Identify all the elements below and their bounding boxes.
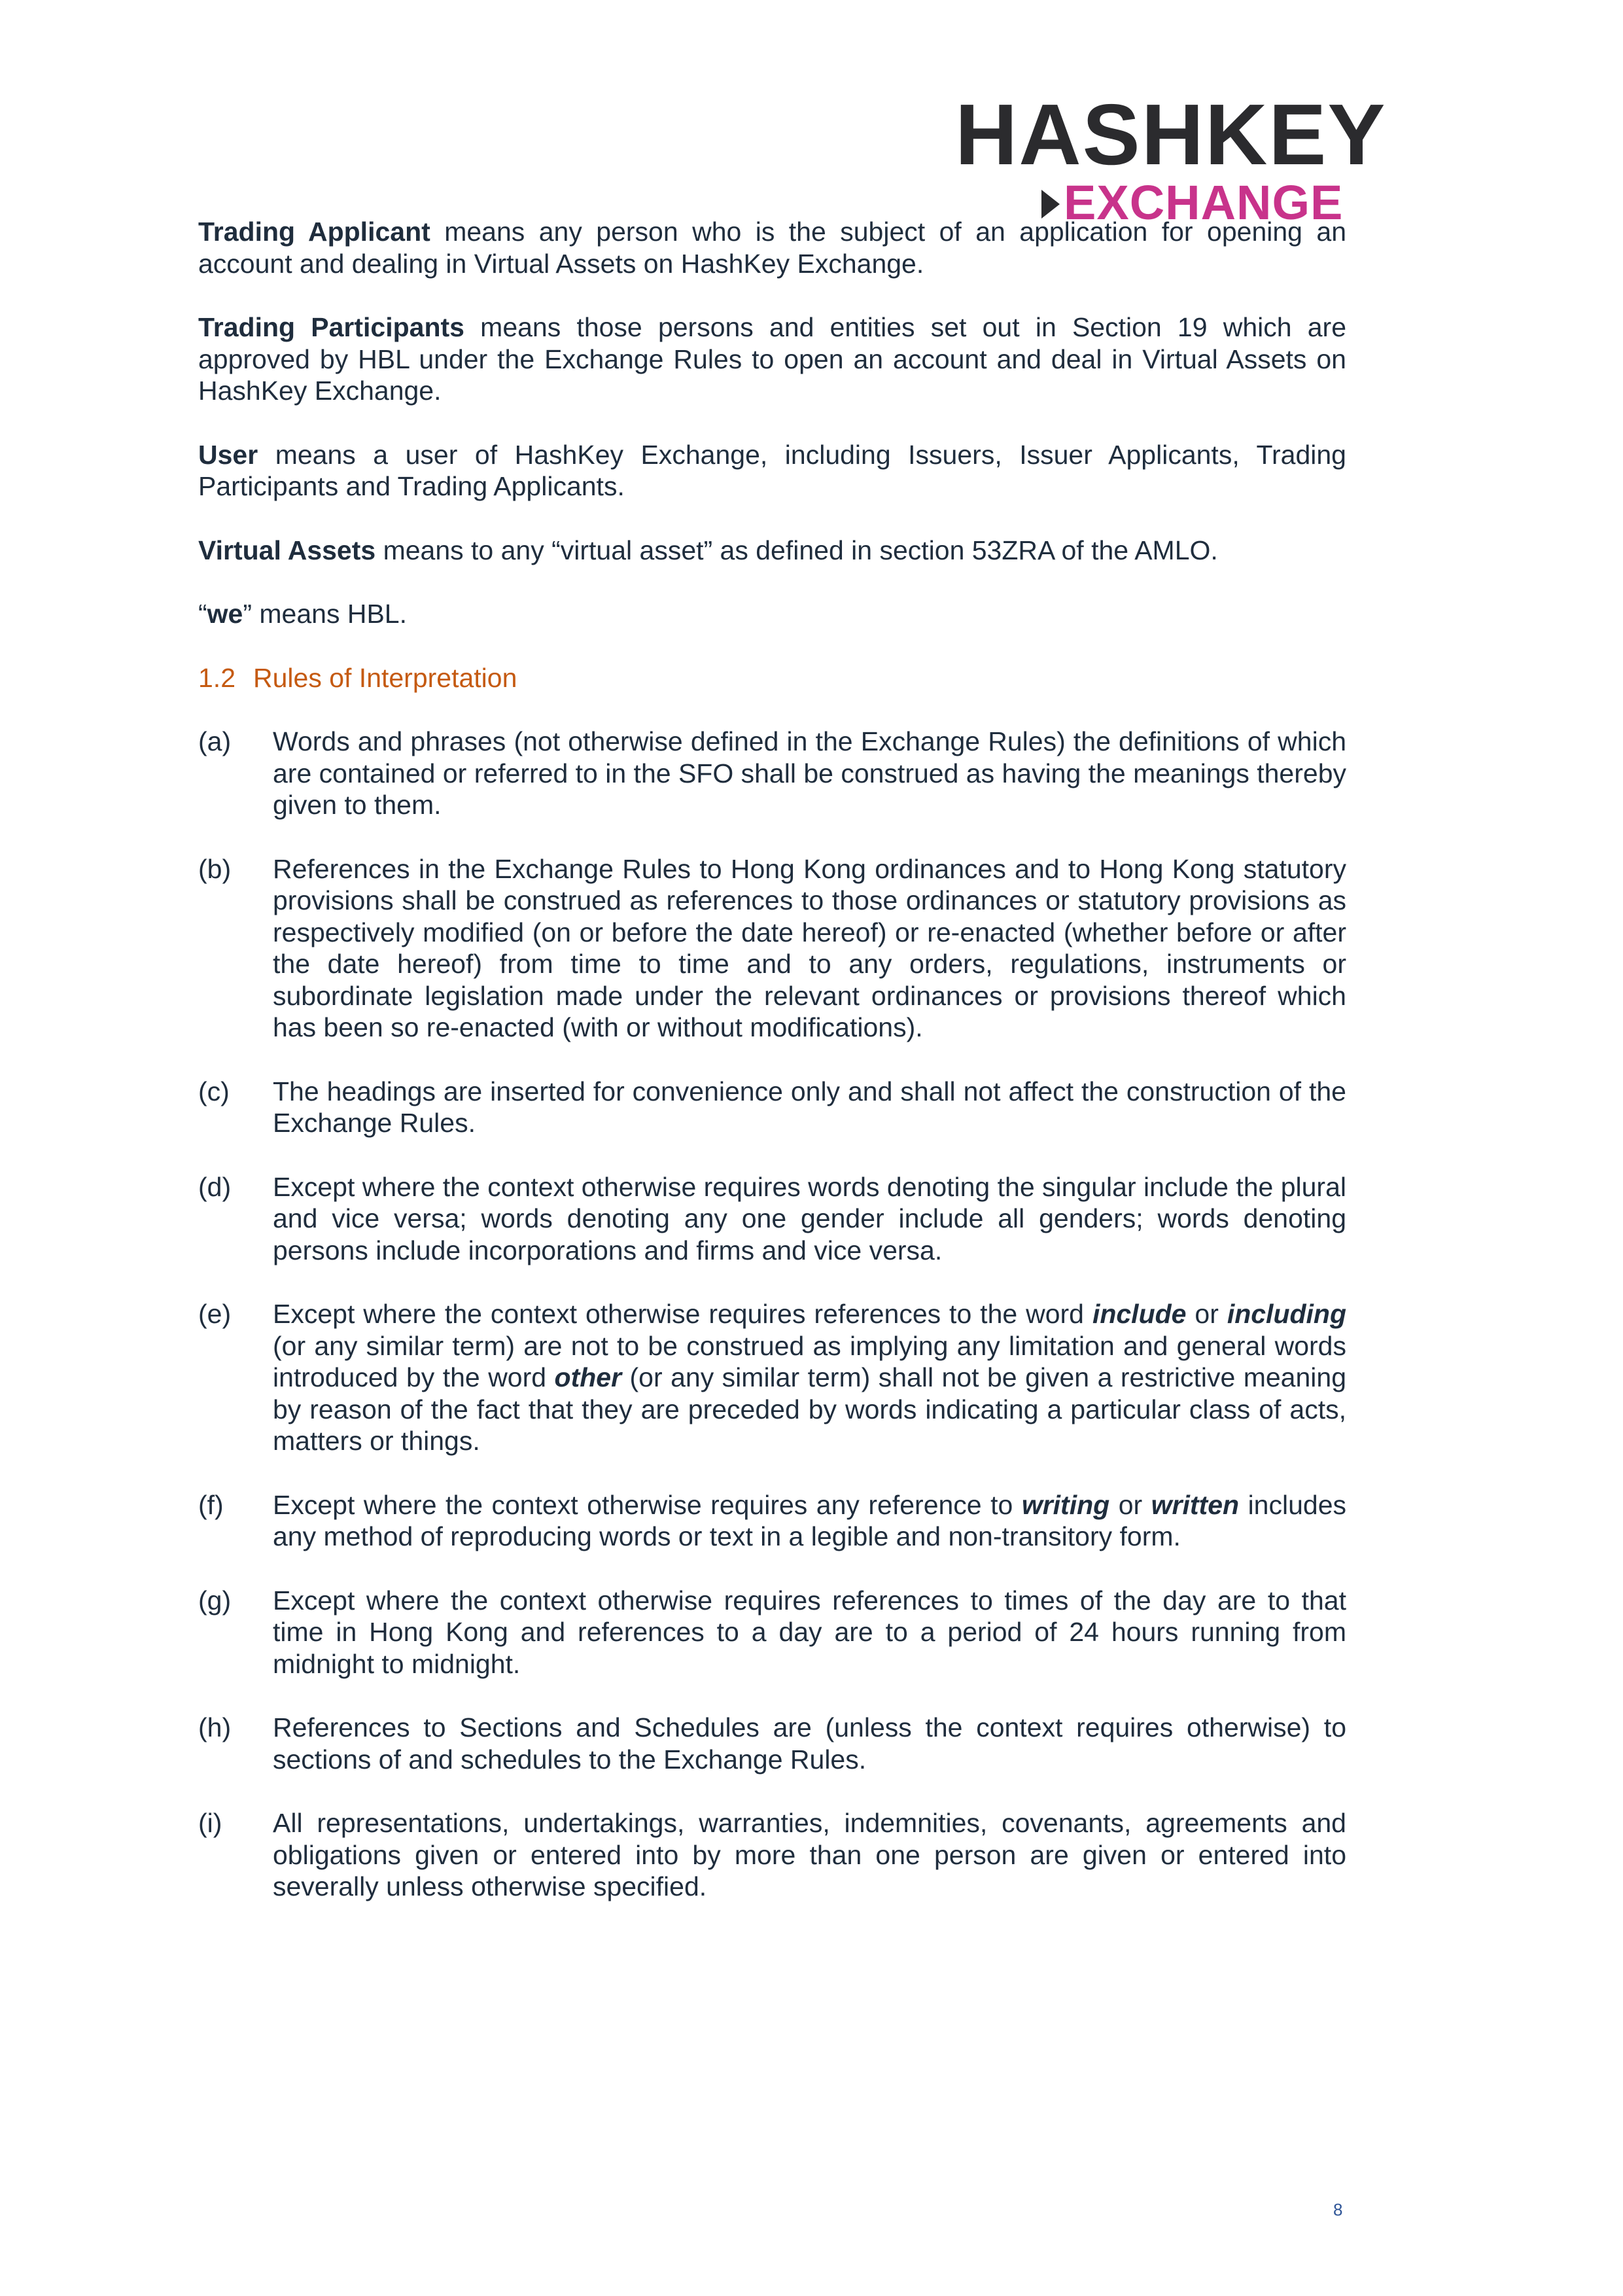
list-item — [198, 1171, 1346, 1267]
list-item-text: All representations, undertakings, warranties, indemnities, covenants, agreements and obligations given or entered into by more than one person are given or entered into severally unless otherwise specified. — [273, 1808, 1346, 1901]
definition-term: Virtual Assets — [198, 535, 376, 565]
list-item — [198, 1076, 1346, 1139]
definition-text: means a user of HashKey Exchange, including Issuers, Issuer Applicants, Trading Participants and Trading Applicants. — [198, 439, 1346, 501]
section-number: 1.2 — [198, 662, 236, 693]
definition-term: Trading Applicant — [198, 217, 430, 247]
logo-arrow-icon — [1041, 190, 1060, 219]
definition-term: we — [207, 599, 243, 629]
list-item — [198, 1585, 1346, 1680]
list-item-text: References to Sections and Schedules are (unless the context requires otherwise) to sections of and schedules to the Exchange Rules. — [273, 1712, 1346, 1775]
list-item-text: Except where the context otherwise requires words denoting the singular include the plural and vice versa; words denoting any one gender include all genders; words denoting persons include incorporations and firms and vice versa. — [273, 1171, 1346, 1265]
text-run: includes any method of reproducing words or text in a legible and non-transitory form. — [273, 1489, 1346, 1551]
list-item — [198, 1298, 1346, 1457]
list-item-label: (d) — [198, 1171, 232, 1202]
definition-we — [198, 598, 1346, 630]
definition-user — [198, 439, 1346, 503]
definition-text: ” means HBL. — [243, 599, 408, 629]
list-item-label: (c) — [198, 1076, 230, 1106]
definition-text: means those persons and entities set out in Section 19 which are approved by HBL under the Exchange Rules to open an account and deal in Virtual Assets on HashKey Exchange. — [198, 312, 1346, 406]
emphasis-term: other — [554, 1362, 622, 1392]
text-run: (or any similar term) shall not be given a restrictive meaning by reason of the fact that they are preceded by words indicating a particular class of acts, matters or things. — [273, 1362, 1347, 1456]
logo-hashkey-text: HASHKEY — [955, 86, 1387, 183]
text-run: or — [1109, 1489, 1151, 1520]
list-item-label: (e) — [198, 1299, 232, 1329]
emphasis-term: including — [1227, 1299, 1347, 1329]
list-item — [198, 853, 1346, 1044]
hashkey-exchange-logo — [955, 86, 1387, 230]
definition-virtual-assets — [198, 535, 1346, 567]
text-run: (or any similar term) are not to be construed as implying any limitation and general words introduced by the word — [273, 1330, 1346, 1392]
list-item — [198, 1489, 1346, 1553]
list-item-text: Except where the context otherwise requires references to times of the day are to that time in Hong Kong and references to a day are to a period of 24 hours running from midnight to midnight. — [273, 1585, 1346, 1679]
emphasis-term: written — [1151, 1489, 1240, 1520]
list-item-text — [273, 1299, 1346, 1456]
text-run: or — [1186, 1299, 1227, 1329]
section-heading — [198, 662, 1346, 694]
emphasis-term: writing — [1021, 1489, 1110, 1520]
list-item-text — [273, 1490, 1346, 1552]
definition-term: User — [198, 439, 258, 470]
logo-exchange-text: EXCHANGE — [1064, 175, 1344, 230]
list-item — [198, 1712, 1346, 1775]
list-item-label: (i) — [198, 1808, 222, 1838]
list-item-label: (g) — [198, 1585, 232, 1616]
definition-text: means to any “virtual asset” as defined in section 53ZRA of the AMLO. — [375, 535, 1218, 565]
list-item-text: References in the Exchange Rules to Hong Kong ordinances and to Hong Kong statutory provisions shall be construed as references to those ordinances or statutory provisions as respectively modified (on or before the date hereof) or re-enacted (whether before or after the date hereof) from time to time and to any orders, regulations, instruments or subordinate legislation made under the relevant ordinances or provisions thereof which has been so re-enacted (with or without modifications). — [273, 853, 1346, 1042]
definition-trading-participants — [198, 311, 1346, 407]
emphasis-term: include — [1092, 1299, 1187, 1329]
page-number: 8 — [1333, 2200, 1343, 2219]
definition-trading-applicant — [198, 216, 1346, 279]
list-item — [198, 726, 1346, 821]
list-item-label: (f) — [198, 1489, 224, 1520]
list-item-label: (b) — [198, 853, 232, 884]
open-quote: “ — [198, 599, 207, 629]
list-item-text: The headings are inserted for convenience only and shall not affect the construction of the Exchange Rules. — [273, 1076, 1346, 1138]
definition-text: means any person who is the subject of an application for opening an account and dealing in Virtual Assets on HashKey Exchange. — [198, 217, 1347, 279]
text-run: Except where the context otherwise requires any reference to — [273, 1489, 1022, 1520]
list-item-label: (h) — [198, 1712, 232, 1742]
document-content — [198, 216, 1346, 1935]
section-title: Rules of Interpretation — [253, 662, 517, 693]
list-item-label: (a) — [198, 726, 232, 756]
definition-term: Trading Participants — [198, 312, 464, 342]
list-item-text: Words and phrases (not otherwise defined in the Exchange Rules) the definitions of which are contained or referred to in the SFO shall be construed as having the meanings thereby given to them. — [273, 726, 1346, 820]
list-item — [198, 1807, 1346, 1903]
text-run: Except where the context otherwise requires references to the word — [273, 1299, 1092, 1329]
